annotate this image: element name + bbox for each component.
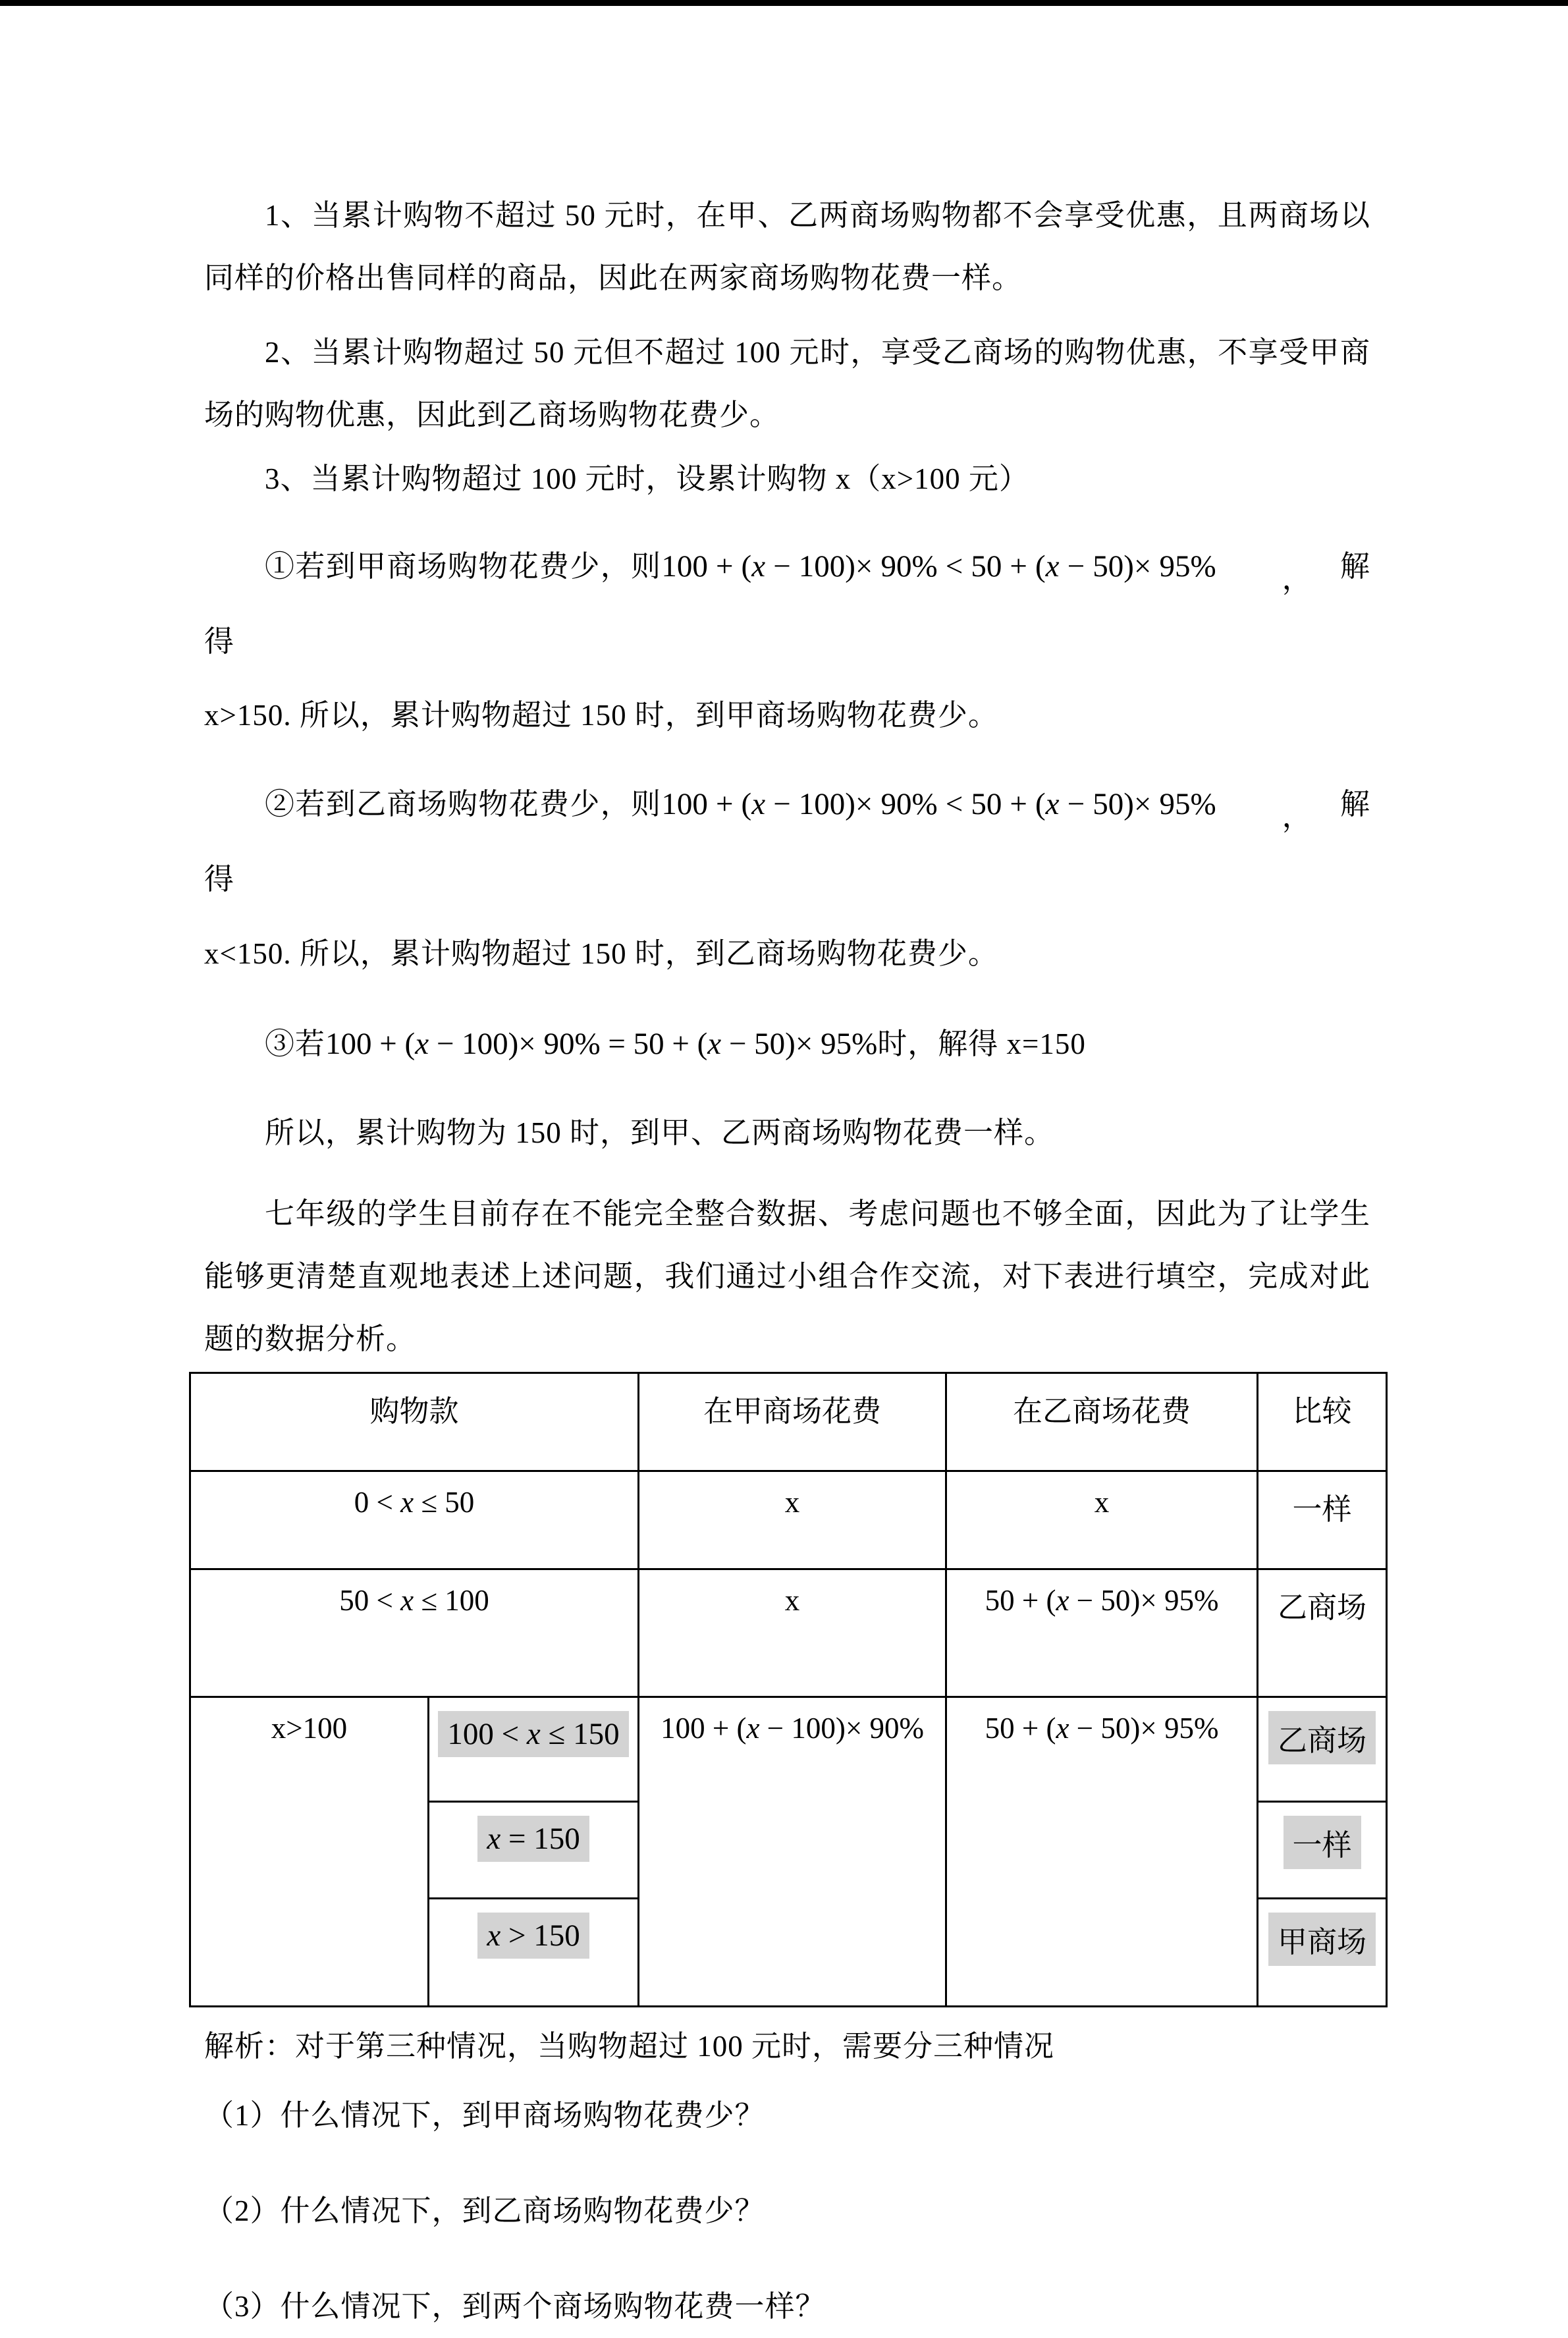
row3-store-a: 100 + (x − 100)× 90% bbox=[639, 1697, 946, 2006]
row3-subrange-1-value: 100 < x ≤ 150 bbox=[438, 1711, 628, 1757]
header-purchase-amount: 购物款 bbox=[190, 1373, 639, 1471]
subcase-2-prefix: ②若到乙商场购物花费少，则 bbox=[265, 787, 662, 821]
table-row-under-50 bbox=[190, 1471, 1387, 1569]
row3-subrange-3-value: x > 150 bbox=[477, 1913, 589, 1959]
subcase-2-comma: ， bbox=[1282, 800, 1312, 833]
subcase-3-mid: 时，解得 bbox=[877, 1027, 1007, 1060]
paragraph-subcase-2-result: x<150. 所以，累计购物超过 150 时，到乙商场购物花费少。 bbox=[204, 937, 998, 970]
paragraph-conclusion: 所以，累计购物为 150 时，到甲、乙两商场购物花费一样。 bbox=[265, 1116, 1055, 1149]
paragraph-analysis: 解析：对于第三种情况，当购物超过 100 元时，需要分三种情况 bbox=[204, 2029, 1055, 2063]
row3-compare-1 bbox=[1258, 1697, 1387, 1801]
header-store-a-cost: 在甲商场花费 bbox=[639, 1373, 946, 1471]
question-1: （1）什么情况下，到甲商场购物花费少？ bbox=[204, 2098, 765, 2132]
row3-store-b: 50 + (x − 50)× 95% bbox=[946, 1697, 1258, 2006]
header-compare: 比较 bbox=[1258, 1373, 1387, 1471]
subcase-1-comma: ， bbox=[1282, 562, 1312, 595]
row3-compare-3 bbox=[1258, 1898, 1387, 2006]
question-3: （3）什么情况下，到两个商场购物花费一样？ bbox=[204, 2289, 826, 2323]
subcase-3-result: x=150 bbox=[1006, 1027, 1086, 1060]
paragraph-case-over-100: 3、当累计购物超过 100 元时，设累计购物 x（x>100 元） bbox=[265, 462, 1029, 495]
subcase-2-inequality: 100 + (x − 100)× 90% < 50 + (x − 50)× 95% bbox=[661, 786, 1216, 821]
row1-store-a: x bbox=[639, 1471, 946, 1569]
paragraph-grade-seven-intro: 七年级的学生目前存在不能完全整合数据、考虑问题也不够全面，因此为了让学生能够更清楚直观地表述上述问题，我们通过小组合作交流，对下表进行填空，完成对此题的数据分析。 bbox=[204, 1197, 1370, 1355]
header-store-b-cost: 在乙商场花费 bbox=[946, 1373, 1258, 1471]
row3-subrange-1 bbox=[429, 1697, 639, 1801]
row3-subrange-2 bbox=[429, 1801, 639, 1898]
row1-range: 0 < x ≤ 50 bbox=[190, 1471, 639, 1569]
paragraph-subcase-1-formula bbox=[204, 535, 1370, 673]
subcase-3-prefix: ③若 bbox=[265, 1027, 326, 1060]
paragraph-subcase-1-result: x>150. 所以，累计购物超过 150 时，到甲商场购物花费少。 bbox=[204, 698, 998, 732]
table-row-50-to-100 bbox=[190, 1569, 1387, 1697]
page-top-border bbox=[0, 0, 1568, 6]
row3-compare-2 bbox=[1258, 1801, 1387, 1898]
row3-compare-1-value: 乙商场 bbox=[1268, 1711, 1376, 1764]
row2-compare: 乙商场 bbox=[1258, 1569, 1387, 1697]
subcase-1-suffix: 解得 bbox=[204, 550, 1370, 658]
subcase-3-equation: 100 + (x − 100)× 90% = 50 + (x − 50)× 95% bbox=[325, 1026, 878, 1061]
paragraph-case-under-50: 1、当累计购物不超过 50 元时，在甲、乙两商场购物都不会享受优惠，且两商场以同样的价格出售同样的商品，因此在两家商场购物花费一样。 bbox=[204, 199, 1370, 294]
row1-compare: 一样 bbox=[1258, 1471, 1387, 1569]
table-row-over-100-sub1 bbox=[190, 1697, 1387, 1801]
subcase-2-suffix: 解得 bbox=[204, 787, 1370, 896]
row3-subrange-2-value: x = 150 bbox=[477, 1816, 589, 1862]
row2-range: 50 < x ≤ 100 bbox=[190, 1569, 639, 1697]
subcase-1-prefix: ①若到甲商场购物花费少，则 bbox=[265, 550, 662, 583]
row1-store-b: x bbox=[946, 1471, 1258, 1569]
row3-compare-2-value: 一样 bbox=[1284, 1816, 1361, 1869]
row2-store-b: 50 + (x − 50)× 95% bbox=[946, 1569, 1258, 1697]
paragraph-subcase-3-formula bbox=[204, 1013, 1370, 1075]
table-header-row bbox=[190, 1373, 1387, 1471]
row3-compare-3-value: 甲商场 bbox=[1268, 1913, 1376, 1966]
subcase-1-inequality: 100 + (x − 100)× 90% < 50 + (x − 50)× 95% bbox=[661, 549, 1216, 584]
row3-range: x>100 bbox=[190, 1697, 429, 2006]
paragraph-case-50-to-100: 2、当累计购物超过 50 元但不超过 100 元时，享受乙商场的购物优惠，不享受甲商场的购物优惠，因此到乙商场购物花费少。 bbox=[204, 336, 1370, 431]
paragraph-subcase-2-formula bbox=[204, 773, 1370, 911]
row3-subrange-3 bbox=[429, 1898, 639, 2006]
question-2: （2）什么情况下，到乙商场购物花费少？ bbox=[204, 2194, 765, 2227]
analysis-table bbox=[189, 1372, 1388, 2007]
row2-store-a: x bbox=[639, 1569, 946, 1697]
